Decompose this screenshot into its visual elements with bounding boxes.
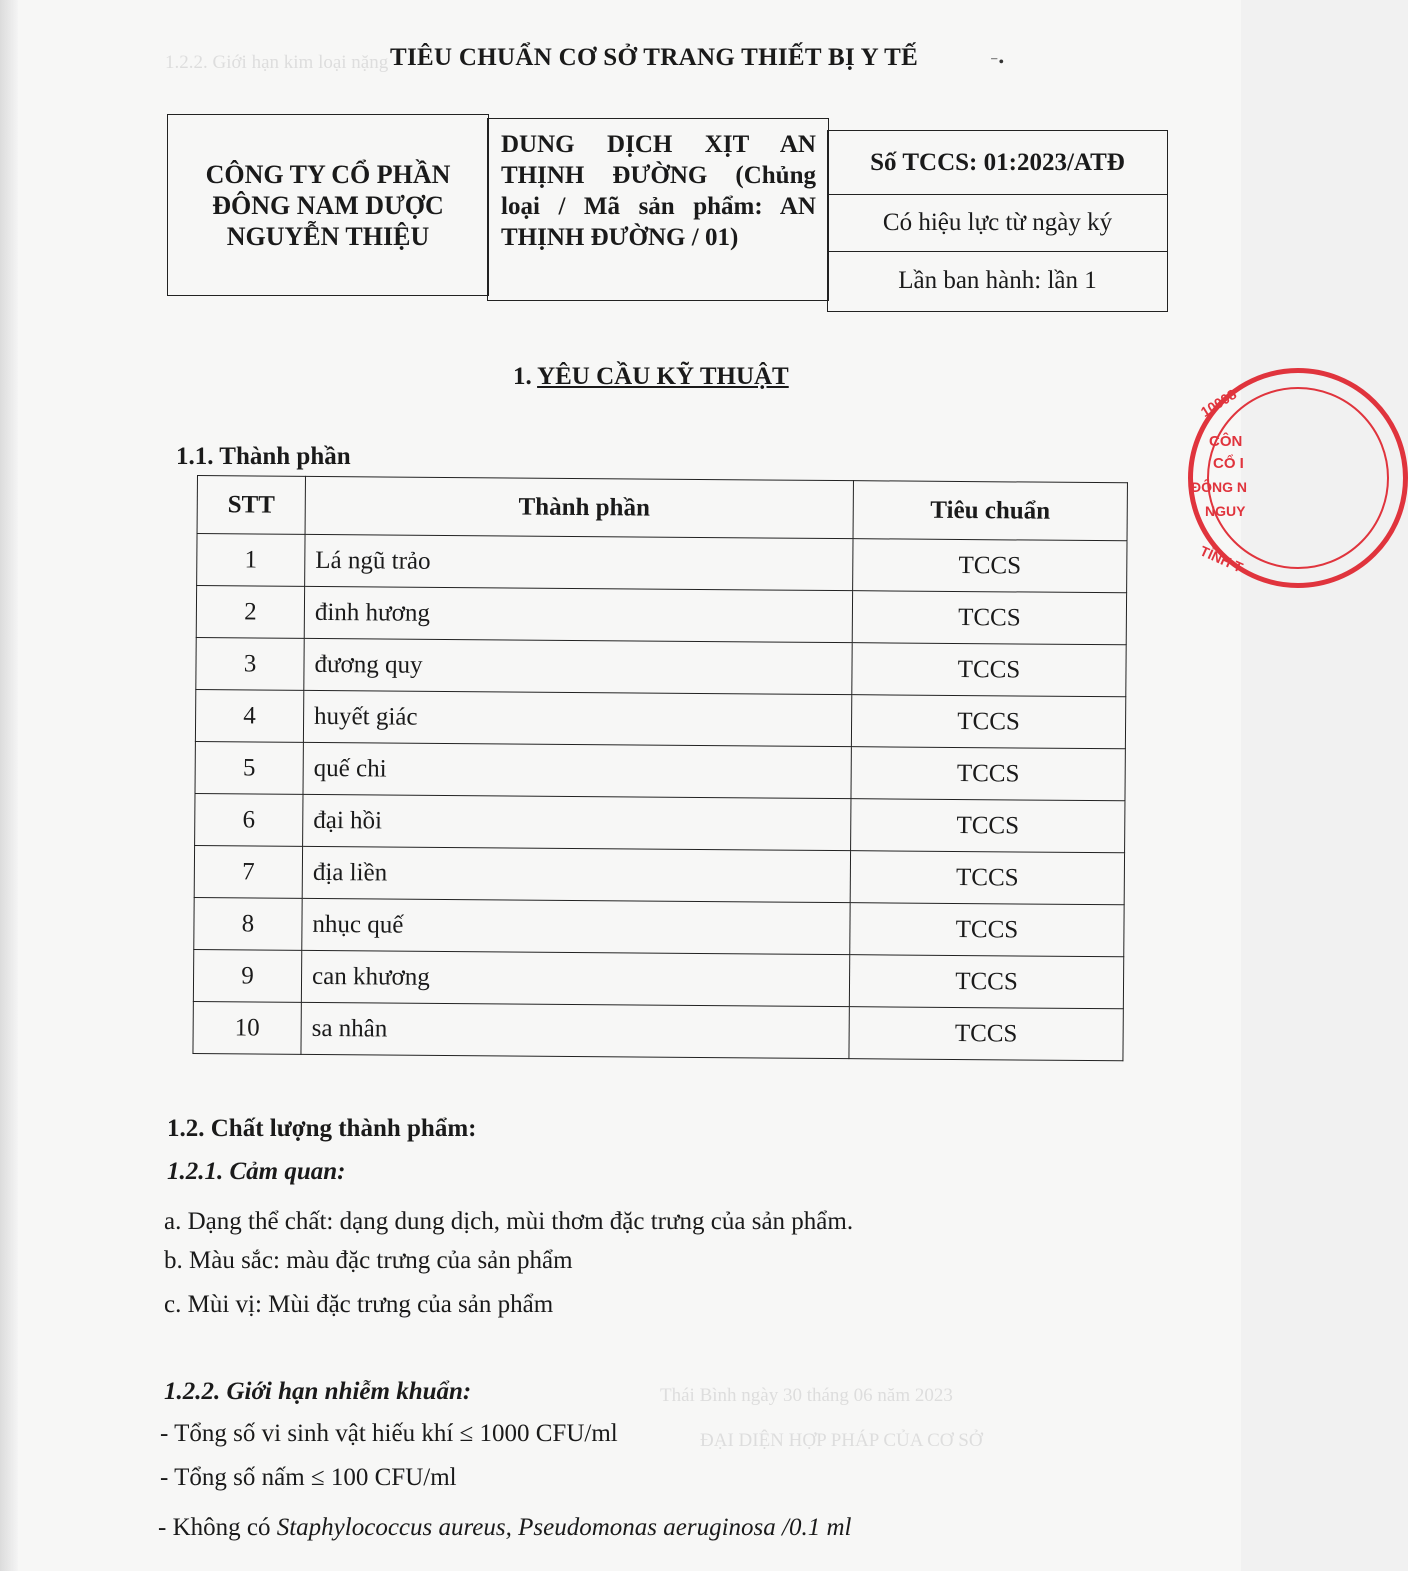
cell-stt: 9: [193, 949, 301, 1002]
cell-standard: TCCS: [849, 955, 1123, 1009]
microbial-item: - Tổng số vi sinh vật hiếu khí ≤ 1000 CFU/ml: [160, 1420, 618, 1447]
cell-ingredient: sa nhân: [301, 1002, 849, 1058]
cell-ingredient: đương quy: [304, 638, 852, 694]
microbial-item-prefix: - Không có: [158, 1514, 277, 1541]
cell-ingredient: Lá ngũ trảo: [305, 534, 853, 590]
cell-ingredient: huyết giác: [303, 690, 851, 746]
cell-standard: TCCS: [851, 799, 1125, 853]
product-line: loại / Mã sản phẩm: AN: [501, 193, 816, 220]
stamp-inner-ring: [1207, 387, 1389, 569]
table-row: [193, 949, 1123, 1008]
table-row: [194, 845, 1124, 904]
header-product-cell: [487, 118, 829, 301]
table-row: [196, 586, 1126, 645]
cell-stt: 8: [194, 897, 302, 950]
effective-date: Có hiệu lực từ ngày ký: [828, 195, 1167, 252]
table-row: [194, 897, 1124, 956]
document-title: TIÊU CHUẨN CƠ SỞ TRANG THIẾT BỊ Y TẾ: [390, 44, 919, 71]
standard-number: Số TCCS: 01:2023/ATĐ: [828, 131, 1167, 195]
company-stamp: [1188, 368, 1408, 588]
header-code-cell: [827, 130, 1168, 312]
microbial-heading: 1.2.2. Giới hạn nhiễm khuẩn:: [164, 1378, 472, 1405]
cell-stt: 7: [194, 845, 302, 898]
cell-stt: 3: [196, 637, 304, 690]
stamp-text: NGUY: [1205, 503, 1246, 519]
section-number: 1.: [513, 363, 532, 390]
microbial-item: [158, 1514, 851, 1542]
stamp-text: CÔN: [1209, 433, 1243, 450]
bleed-through-text: 1.2.2. Giới hạn kim loại nặng: [165, 52, 389, 73]
company-line: NGUYỄN THIỆU: [226, 221, 430, 251]
cell-standard: TCCS: [851, 695, 1125, 749]
cell-standard: TCCS: [852, 591, 1126, 645]
sensory-item: a. Dạng thể chất: dạng dung dịch, mùi thơm đặc trưng của sản phẩm.: [164, 1208, 854, 1235]
stamp-text: ĐÔNG N: [1191, 479, 1247, 495]
cell-ingredient: quế chi: [303, 742, 851, 798]
sensory-item: b. Màu sắc: màu đặc trưng của sản phẩm: [164, 1247, 573, 1274]
cell-stt: 5: [195, 741, 303, 794]
cell-standard: TCCS: [853, 539, 1127, 593]
table-row: [195, 689, 1125, 748]
company-line: ĐÔNG NAM DƯỢC: [212, 190, 444, 220]
microbial-item: - Tổng số nấm ≤ 100 CFU/ml: [160, 1464, 457, 1491]
company-line: CÔNG TY CỔ PHẦN: [205, 159, 451, 189]
cell-ingredient: can khương: [301, 950, 849, 1006]
bleed-through-text: ĐẠI DIỆN HỢP PHÁP CỦA CƠ SỞ: [700, 1430, 983, 1451]
table-row: [196, 637, 1126, 696]
cell-stt: 2: [196, 586, 304, 639]
table-row: [193, 1001, 1123, 1060]
composition-table: [192, 475, 1128, 1061]
cell-stt: 4: [195, 689, 303, 742]
cell-ingredient: địa liền: [302, 846, 850, 902]
cell-standard: TCCS: [850, 903, 1124, 957]
cell-ingredient: đại hồi: [303, 794, 851, 850]
pen-mark: ⁻•: [990, 54, 1005, 71]
cell-standard: TCCS: [850, 851, 1124, 905]
issue-number: Lần ban hành: lần 1: [898, 267, 1097, 294]
section-title-text: YÊU CẦU KỸ THUẬT: [537, 363, 789, 390]
stamp-number: 10008: [1197, 385, 1240, 421]
column-header-standard: Tiêu chuẩn: [853, 481, 1127, 541]
microbial-organisms: Staphylococcus aureus, Pseudomonas aeruginosa /0.1 ml: [276, 1514, 852, 1541]
cell-stt: 6: [195, 793, 303, 846]
sensory-heading: 1.2.1. Cảm quan:: [167, 1158, 346, 1185]
quality-heading: 1.2. Chất lượng thành phẩm:: [167, 1115, 477, 1142]
cell-stt: 10: [193, 1001, 301, 1054]
table-row: [195, 741, 1125, 800]
section-title: [513, 363, 789, 391]
cell-stt: 1: [197, 534, 305, 587]
product-line: THỊNH ĐƯỜNG (Chủng: [501, 162, 816, 189]
cell-standard: TCCS: [849, 1007, 1123, 1061]
composition-heading: 1.1. Thành phần: [176, 443, 351, 470]
stamp-text: CỔ I: [1213, 455, 1244, 472]
column-header-stt: STT: [197, 476, 305, 535]
cell-ingredient: nhục quế: [302, 898, 850, 954]
table-header-row: [197, 476, 1127, 541]
product-line: DUNG DỊCH XỊT AN: [501, 131, 816, 158]
product-line: THỊNH ĐƯỜNG / 01): [501, 224, 739, 251]
header-company-cell: [167, 114, 489, 296]
sensory-item: c. Mùi vị: Mùi đặc trưng của sản phẩm: [164, 1291, 554, 1318]
composition-table-wrapper: [192, 475, 1127, 1077]
bleed-through-text: Thái Bình ngày 30 tháng 06 năm 2023: [660, 1385, 953, 1406]
table-row: [197, 534, 1127, 593]
table-row: [195, 793, 1125, 852]
cell-standard: TCCS: [851, 747, 1125, 801]
cell-ingredient: đinh hương: [304, 586, 852, 642]
column-header-name: Thành phần: [305, 476, 853, 538]
stamp-text: TỈNH T: [1197, 542, 1246, 576]
cell-standard: TCCS: [852, 643, 1126, 697]
page-edge-shadow: [0, 0, 18, 1571]
